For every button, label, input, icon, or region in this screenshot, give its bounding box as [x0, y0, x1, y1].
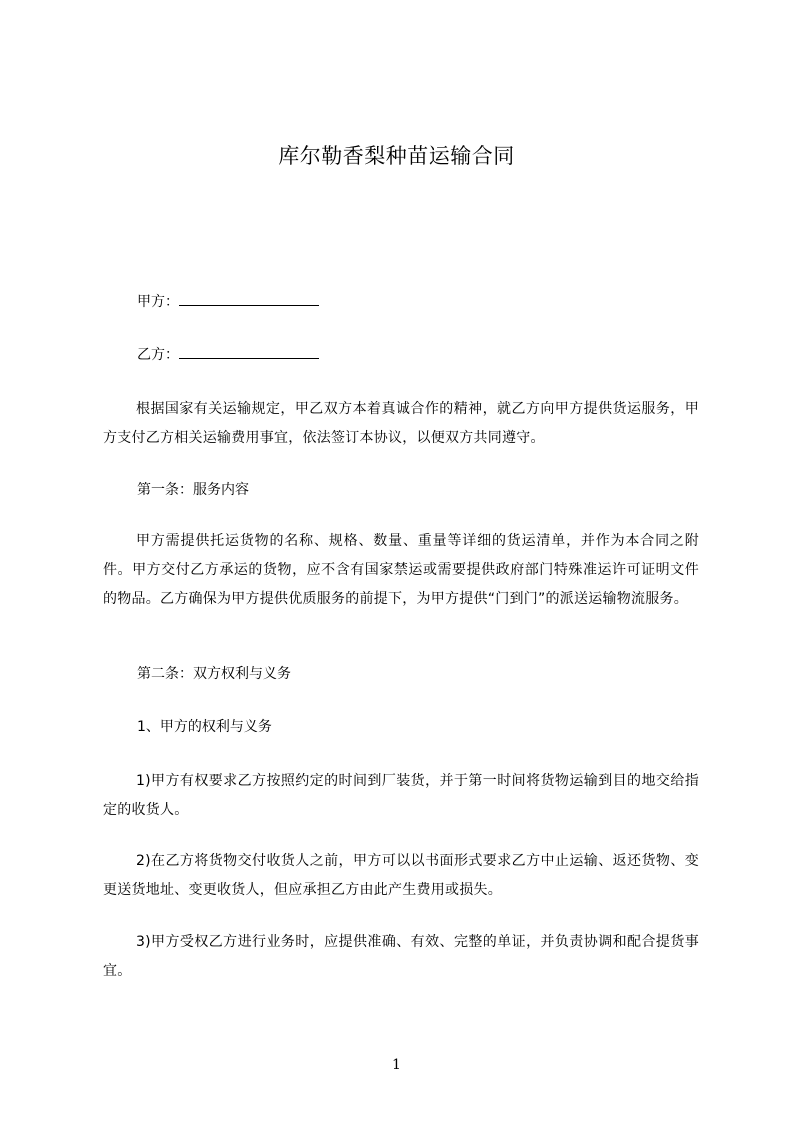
- party-a-line: [137, 292, 319, 312]
- clause-item-3: 3)甲方受权乙方进行业务时，应提供准确、有效、完整的单证，并负责协调和配合提货事宜。: [103, 934, 699, 979]
- party-b-blank: [179, 345, 319, 359]
- article-1-body: 甲方需提供托运货物的名称、规格、数量、重量等详细的货运清单，并作为本合同之附件。甲方交付乙方承运的货物，应不含有国家禁运或需要提供政府部门特殊准运许可证明文件的物品。乙方确保为甲方提供优质服务的前提下，为甲方提供“门到门”的派送运输物流服务。: [103, 533, 699, 607]
- section-1-heading: 1、甲方的权利与义务: [137, 719, 272, 735]
- party-b-line: [137, 345, 319, 365]
- party-a-label: 甲方：: [137, 294, 179, 310]
- party-b-label: 乙方：: [137, 347, 179, 363]
- party-a-blank: [179, 292, 319, 306]
- document-title: 库尔勒香梨种苗运输合同: [278, 144, 515, 168]
- intro-paragraph: 根据国家有关运输规定，甲乙双方本着真诚合作的精神，就乙方向甲方提供货运服务，甲方支付乙方相关运输费用事宜，依法签订本协议，以便双方共同遵守。: [103, 401, 699, 446]
- article-2-heading: 第二条：双方权利与义务: [137, 666, 291, 682]
- article-1-heading: 第一条：服务内容: [137, 482, 249, 498]
- page-number: 1: [392, 1057, 401, 1073]
- clause-item-1: 1)甲方有权要求乙方按照约定的时间到厂装货，并于第一时间将货物运输到目的地交给指定的收货人。: [103, 773, 699, 818]
- clause-item-2: 2)在乙方将货物交付收货人之前，甲方可以以书面形式要求乙方中止运输、返还货物、变更送货地址、变更收货人，但应承担乙方由此产生费用或损失。: [103, 853, 699, 898]
